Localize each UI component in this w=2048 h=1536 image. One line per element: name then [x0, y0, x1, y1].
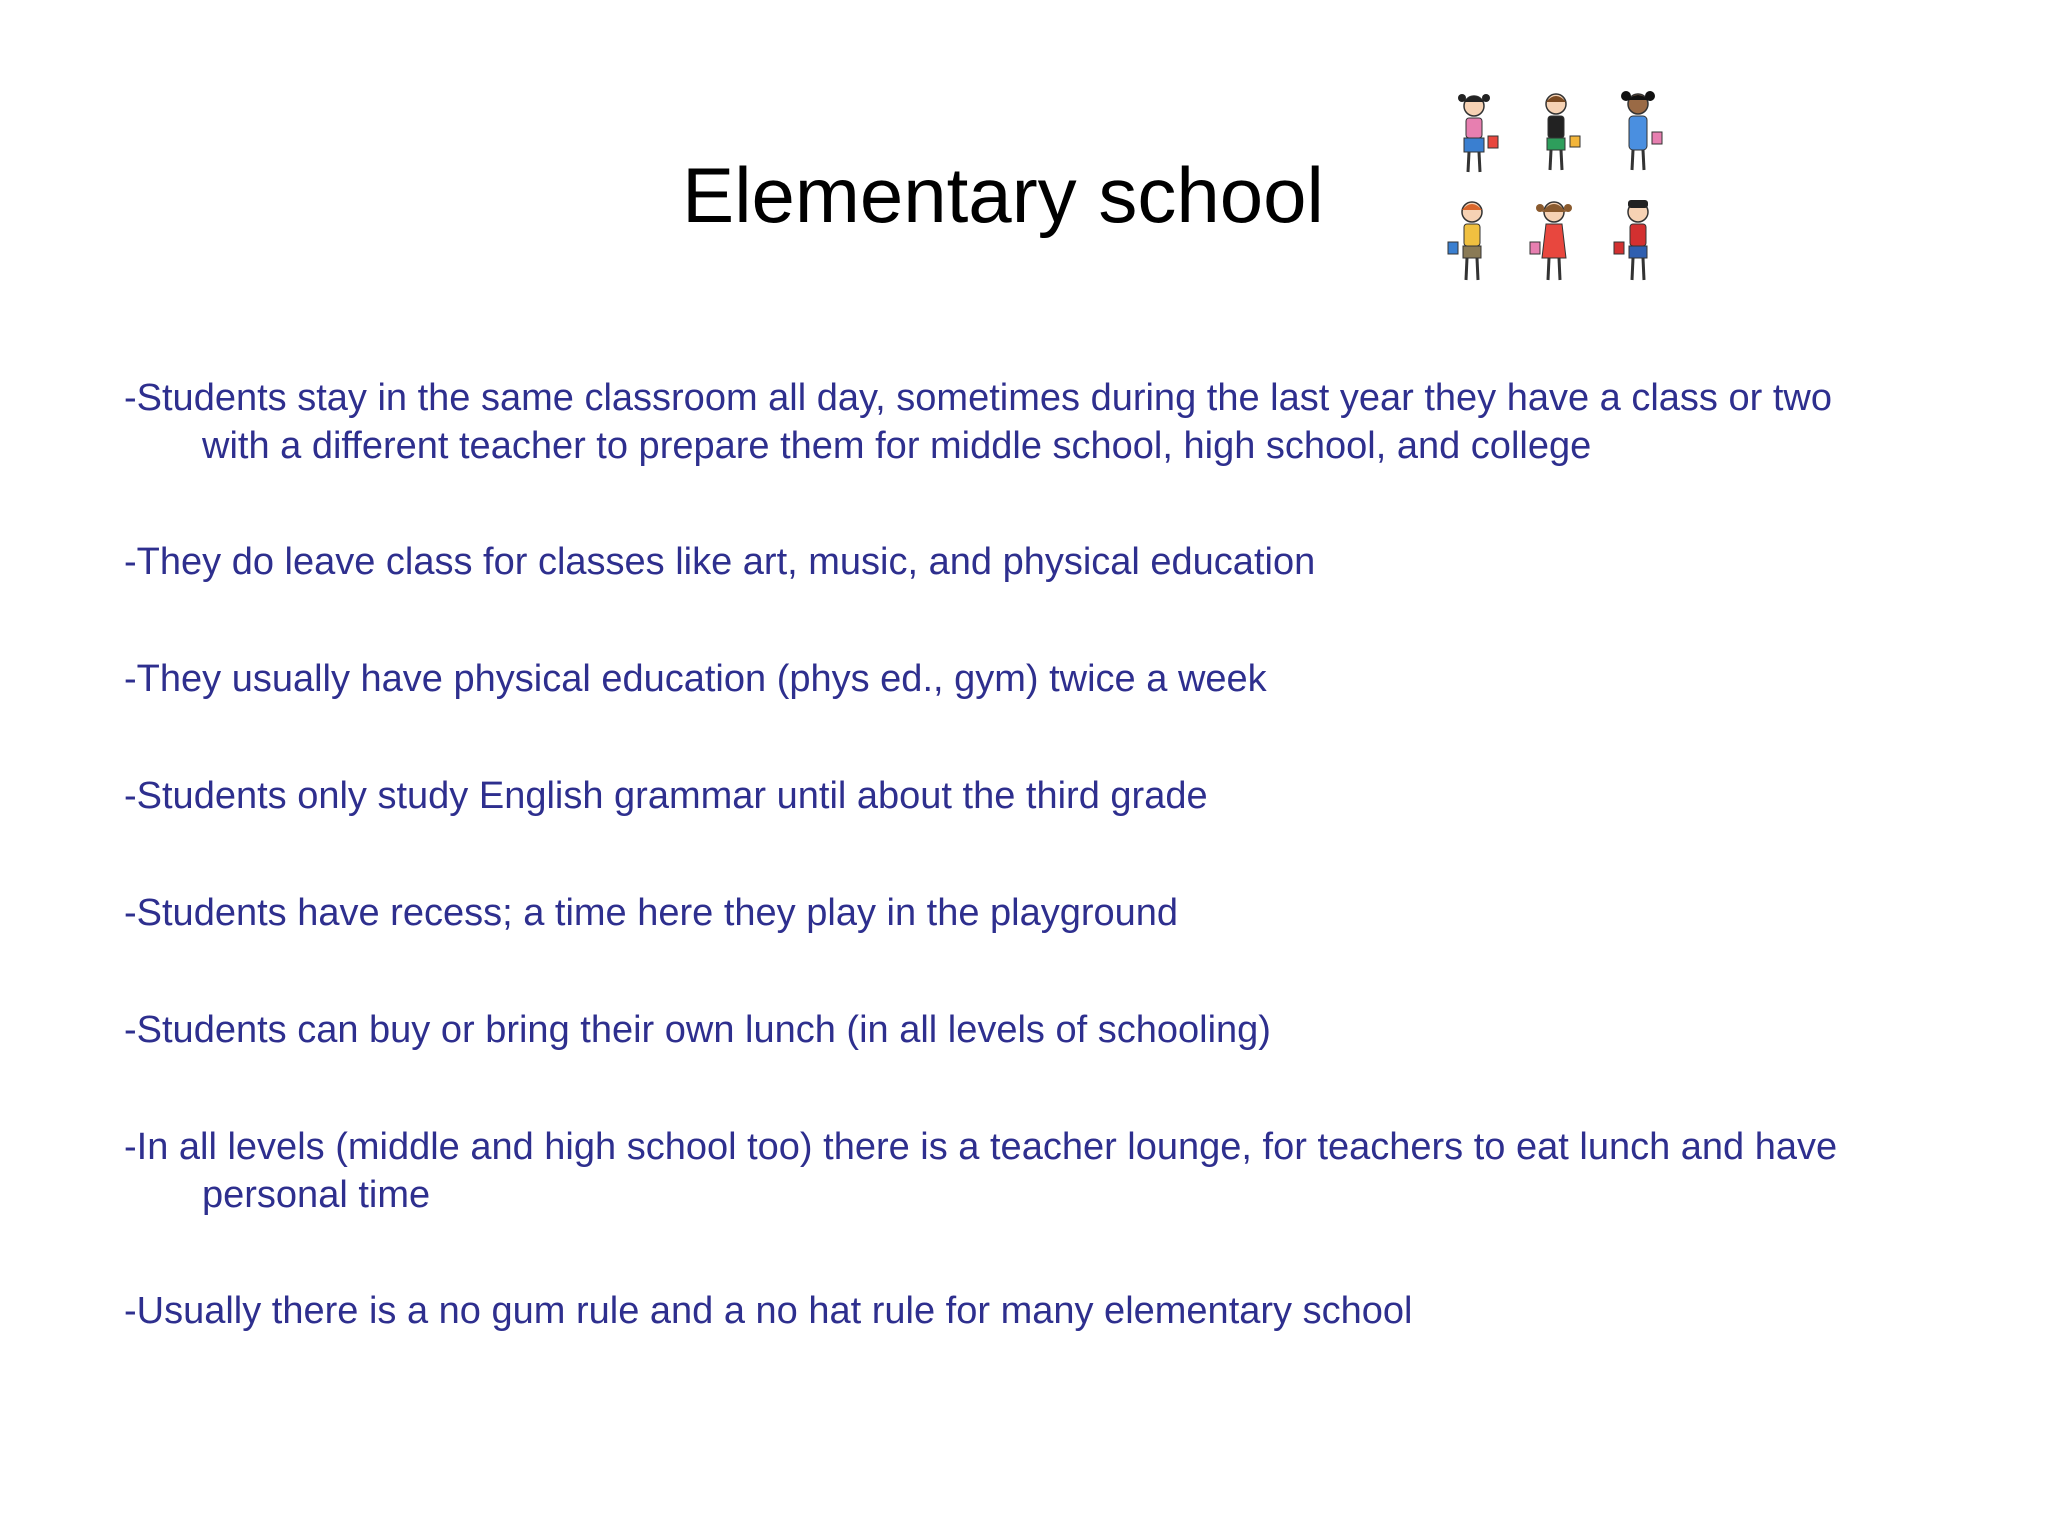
- bullet-item: -They do leave class for classes like art, music, and physical education: [124, 541, 1316, 583]
- child-figure: [1546, 94, 1580, 170]
- child-figure: [1530, 202, 1572, 280]
- bullet-list: [124, 374, 1904, 1335]
- child-figure: [1458, 94, 1498, 172]
- bullet-item: -Students have recess; a time here they play in the playground: [124, 892, 1179, 934]
- bullet-item: -Students only study English grammar until about the third grade: [124, 775, 1208, 817]
- child-figure: [1448, 202, 1482, 280]
- child-figure: [1621, 91, 1662, 170]
- children-illustration: [1438, 88, 1678, 296]
- slide-title-text: Elementary school: [682, 151, 1324, 239]
- slide-title: [0, 150, 2048, 240]
- bullet-item: -Students can buy or bring their own lunch (in all levels of schooling): [124, 1009, 1271, 1051]
- bullet-item: -In all levels (middle and high school too) there is a teacher lounge, for teachers to eat lunch and have personal time: [124, 1126, 1838, 1216]
- child-figure: [1614, 200, 1648, 280]
- bullet-item: -They usually have physical education (phys ed., gym) twice a week: [124, 658, 1267, 700]
- bullet-item: -Usually there is a no gum rule and a no hat rule for many elementary school: [124, 1290, 1413, 1332]
- bullet-item: -Students stay in the same classroom all day, sometimes during the last year they have a class or two with a different teacher to prepare them for middle school, high school, and college: [124, 377, 1832, 467]
